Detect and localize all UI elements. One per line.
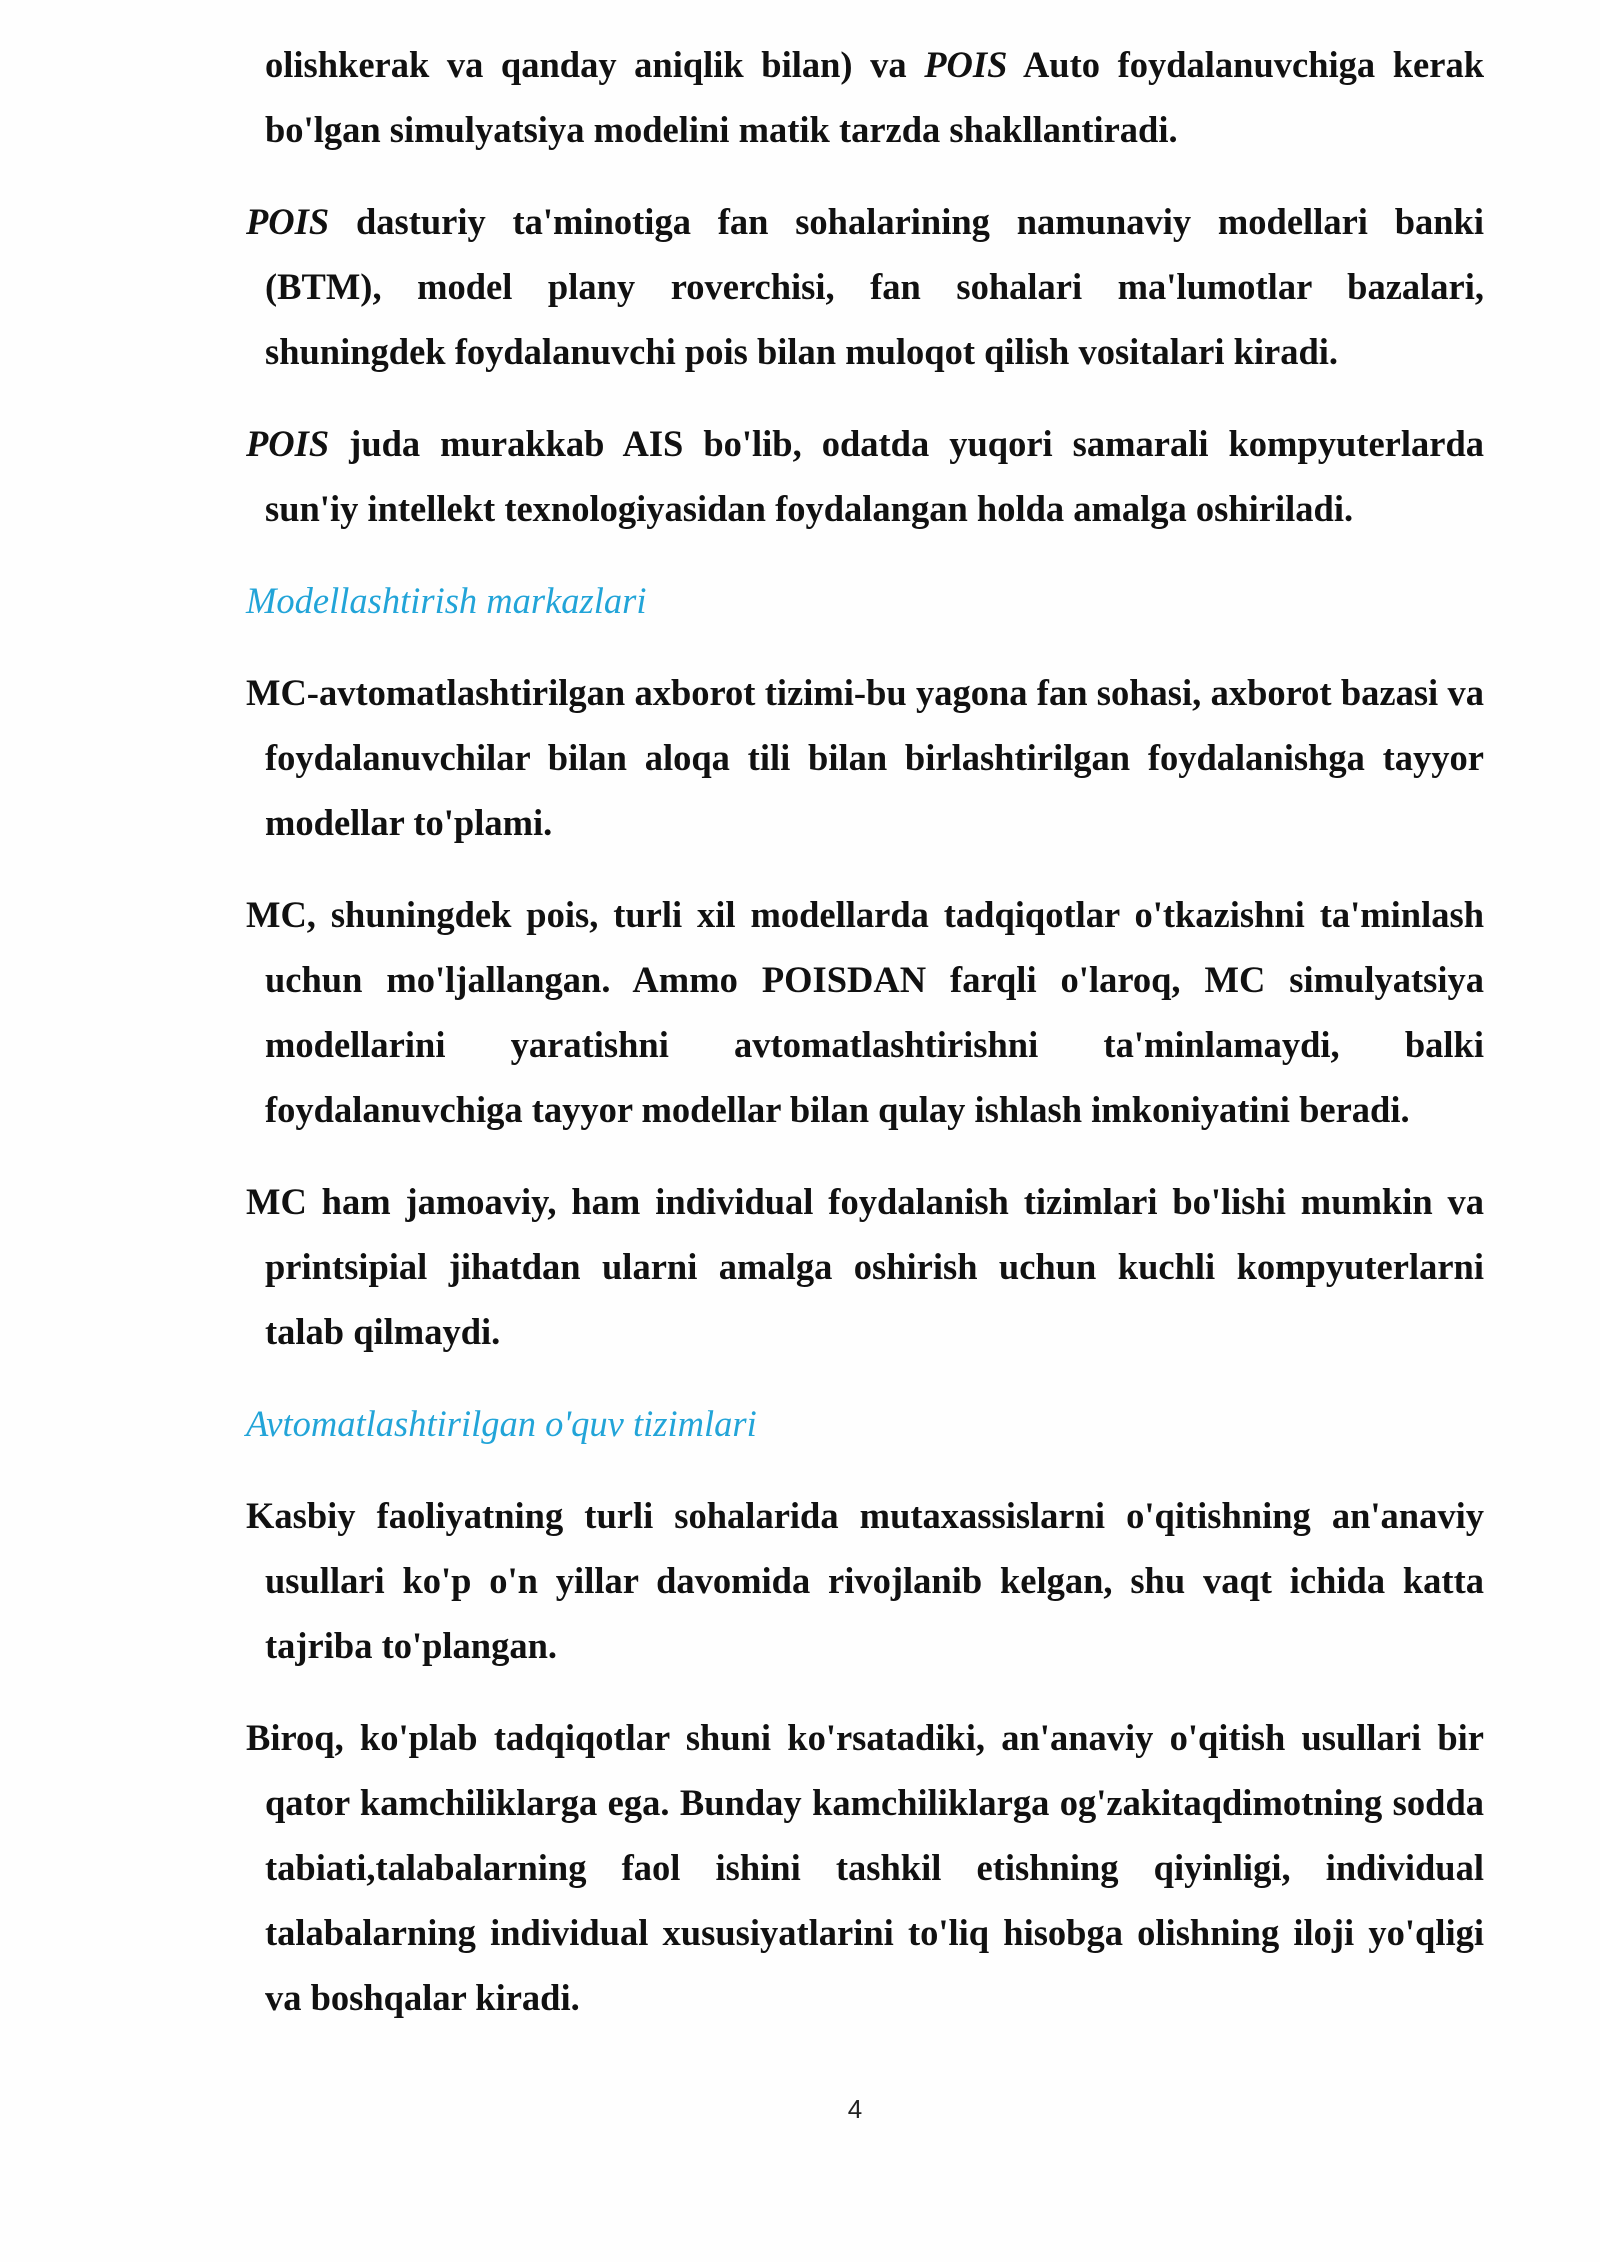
paragraph-2-text: dasturiy ta'minotiga fan sohalarining namunaviy modellari banki (BTM), model plany roverchisi, fan sohalari ma'lumotlar bazalari, shuningdek foydalanuvchi pois bilan muloqot qilish vositalari kiradi. bbox=[265, 201, 1484, 372]
paragraph-traditional-methods: Kasbiy faoliyatning turli sohalarida mutaxassislarni o'qitishning an'anaviy usullari ko'p o'n yillar davomida rivojlanib kelgan, shu vaqt ichida katta tajriba to'plangan. bbox=[246, 1495, 1484, 1666]
pois-term: POIS bbox=[924, 44, 1008, 85]
paragraph-pois-ais bbox=[246, 411, 1484, 541]
section-heading-modelling-centers: Modellashtirish markazlari bbox=[246, 580, 647, 621]
pois-term: POIS bbox=[246, 423, 330, 464]
paragraph-3-text: juda murakkab AIS bo'lib, odatda yuqori samarali kompyuterlarda sun'iy intellekt texnologiyasidan foydalangan holda amalga oshiriladi. bbox=[265, 423, 1484, 529]
section-heading-training-systems: Avtomatlashtirilgan o'quv tizimlari bbox=[246, 1403, 757, 1444]
paragraph-mc-usage: MC ham jamoaviy, ham individual foydalanish tizimlari bo'lishi mumkin va printsipial jihatdan ularni amalga oshirish uchun kuchli kompyuterlarni talab qilmaydi. bbox=[246, 1181, 1484, 1352]
page-body bbox=[246, 32, 1484, 2057]
paragraph-continuation bbox=[246, 32, 1484, 162]
paragraph-1-text-a: olishkerak va qanday aniqlik bilan) va bbox=[265, 44, 925, 85]
paragraph-shortcomings: Biroq, ko'plab tadqiqotlar shuni ko'rsatadiki, an'anaviy o'qitish usullari bir qator kamchiliklarga ega. Bunday kamchiliklarga og'zakitaqdimotning sodda tabiati,talabalarning faol ishini tashkil etishning qiyinligi, individual talabalarning individual xususiyatlarini to'liq hisobga olishning iloji yo'qligi va boshqalar kiradi. bbox=[246, 1717, 1484, 2018]
page-number: 4 bbox=[847, 2094, 863, 2124]
paragraph-mc-definition: MC-avtomatlashtirilgan axborot tizimi-bu yagona fan sohasi, axborot bazasi va foydalanuvchilar bilan aloqa tili bilan birlashtirilgan foydalanishga tayyor modellar to'plami. bbox=[246, 672, 1484, 843]
paragraph-1-text-b: Auto foydalanuvchiga kerak bo'lgan simulyatsiya modelini matik tarzda shakllantiradi. bbox=[265, 44, 1484, 150]
paragraph-mc-purpose: MC, shuningdek pois, turli xil modellarda tadqiqotlar o'tkazishni ta'minlash uchun mo'ljallangan. Ammo POISDAN farqli o'laroq, MC simulyatsiya modellarini yaratishni avtomatlashtirishni ta'minlamaydi, balki foydalanuvchiga tayyor modellar bilan qulay ishlash imkoniyatini beradi. bbox=[246, 894, 1484, 1130]
paragraph-pois-software bbox=[246, 189, 1484, 384]
pois-term: POIS bbox=[246, 201, 330, 242]
